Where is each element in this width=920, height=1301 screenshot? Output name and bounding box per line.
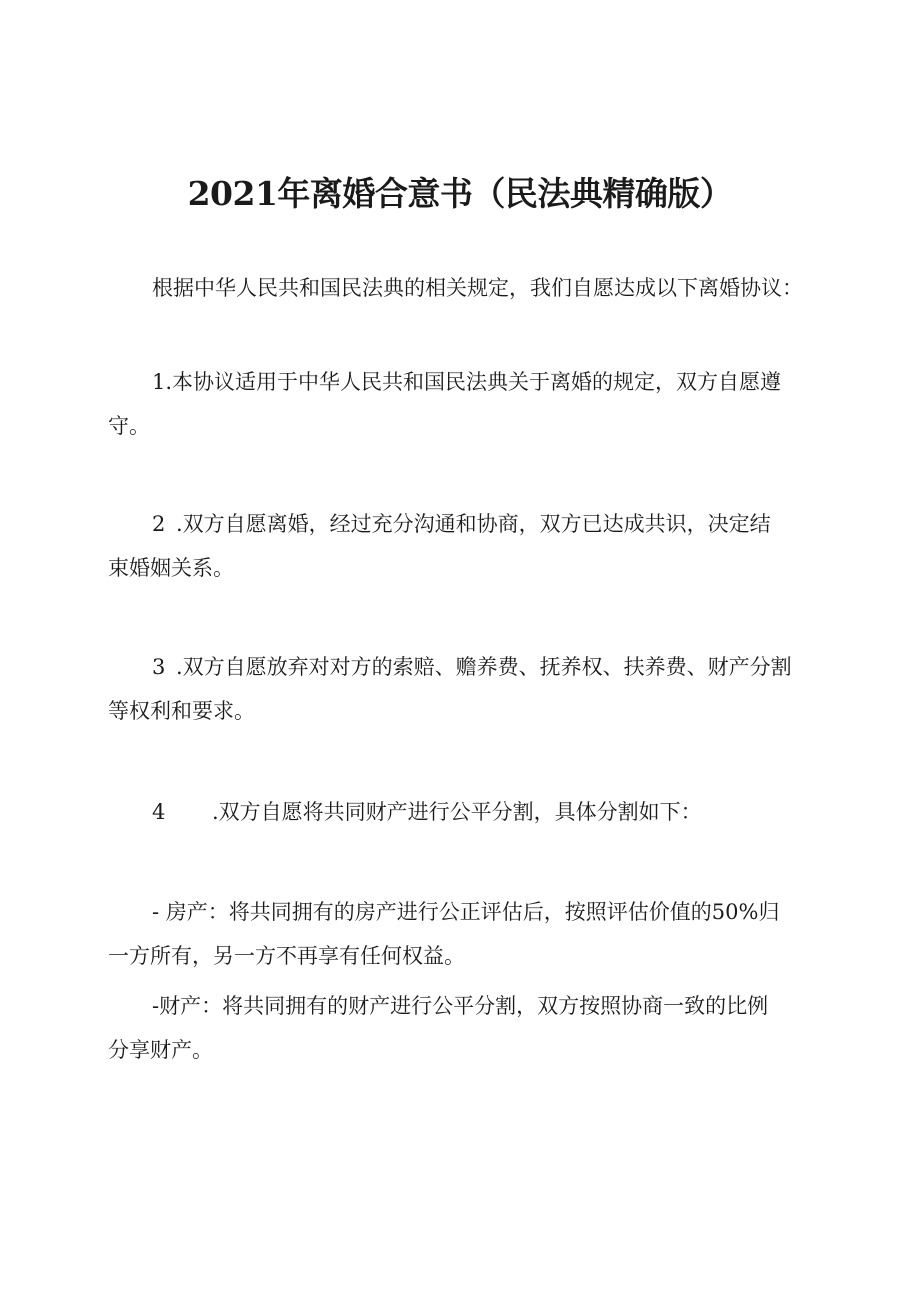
clause-3-number: 3 bbox=[152, 655, 166, 679]
intro-paragraph bbox=[108, 266, 824, 310]
intro-line bbox=[108, 266, 824, 310]
clause-1-paragraph bbox=[108, 360, 824, 448]
house-item-line-1: - 房产：将共同拥有的房产进行公正评估后，按照评估价值的50%归 bbox=[152, 900, 780, 924]
clause-4-line-1: .双方自愿将共同财产进行公平分割，具体分割如下： bbox=[212, 800, 702, 824]
house-item-paragraph bbox=[108, 890, 824, 978]
clause-2-paragraph bbox=[108, 502, 824, 590]
clause-4-number: 4 bbox=[152, 800, 166, 824]
property-item-paragraph bbox=[108, 984, 824, 1072]
clause-2-line-2: 束婚姻关系。 bbox=[108, 556, 234, 580]
clause-2-line-1: .双方自愿离婚，经过充分沟通和协商，双方已达成共识，决定结 bbox=[176, 512, 771, 536]
clause-4-paragraph bbox=[108, 790, 824, 834]
clause-1-line-2: 守。 bbox=[108, 414, 150, 438]
clause-1-line-1: 1.本协议适用于中华人民共和国民法典关于离婚的规定，双方自愿遵 bbox=[152, 370, 782, 394]
clause-3-paragraph bbox=[108, 645, 824, 733]
property-item-line-2: 分享财产。 bbox=[108, 1038, 213, 1062]
clause-2-number: 2 bbox=[152, 512, 166, 536]
property-item-line-1: -财产：将共同拥有的财产进行公平分割，双方按照协商一致的比例 bbox=[152, 994, 769, 1018]
house-item-line-2: 一方所有，另一方不再享有任何权益。 bbox=[108, 944, 465, 968]
document-title: 2021年离婚合意书（民法典精确版） bbox=[187, 174, 733, 213]
clause-3-line-1: .双方自愿放弃对对方的索赔、赡养费、抚养权、扶养费、财产分割 bbox=[176, 655, 792, 679]
intro-text: 根据中华人民共和国民法典的相关规定，我们自愿达成以下离婚协议： bbox=[152, 276, 803, 300]
clause-3-line-2: 等权利和要求。 bbox=[108, 699, 255, 723]
